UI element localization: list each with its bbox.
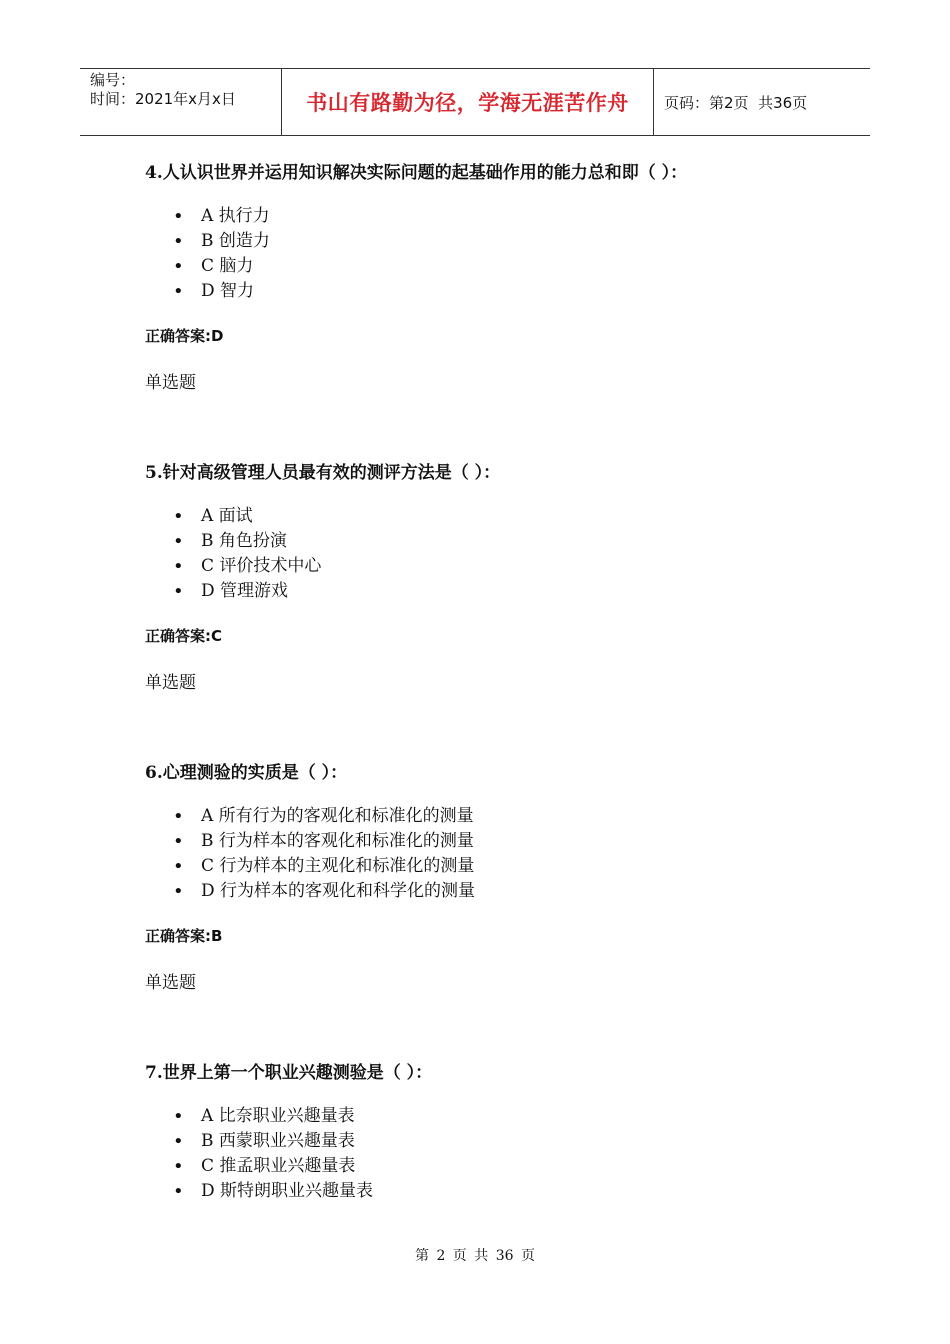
question-title: 5.针对高级管理人员最有效的测评方法是（ ）： — [145, 463, 501, 483]
question-title: 6.心理测验的实质是（ ）： — [145, 763, 348, 783]
question-title: 7.世界上第一个职业兴趣测验是（ ）： — [145, 1063, 433, 1083]
correct-answer: 正确答案:D — [145, 327, 224, 345]
question-type: 单选题 — [145, 673, 196, 693]
option-list — [145, 204, 845, 304]
question-type: 单选题 — [145, 973, 196, 993]
option-a: • A 面试 — [145, 504, 845, 529]
option-b: • B 行为样本的客观化和标准化的测量 — [145, 829, 845, 854]
question-4 — [145, 160, 845, 396]
header-page-info: 页码：第2页 共36页 — [664, 93, 808, 112]
option-c: • C 评价技术中心 — [145, 554, 845, 579]
option-a: • A 执行力 — [145, 204, 845, 229]
header-motto-cell — [282, 69, 654, 135]
option-a: • A 比奈职业兴趣量表 — [145, 1104, 845, 1129]
correct-answer: 正确答案:C — [145, 627, 223, 645]
header-page-cell — [654, 69, 870, 135]
option-d: • D 行为样本的客观化和科学化的测量 — [145, 879, 845, 904]
page-header — [80, 68, 870, 136]
option-d: • D 智力 — [145, 279, 845, 304]
option-list — [145, 504, 845, 604]
header-motto: 书山有路勤为径，学海无涯苦作舟 — [306, 91, 629, 115]
option-list — [145, 1104, 845, 1204]
page-footer: 第 2 页 共 36 页 — [415, 1248, 535, 1264]
option-c: • C 行为样本的主观化和标准化的测量 — [145, 854, 845, 879]
option-c: • C 推孟职业兴趣量表 — [145, 1154, 845, 1179]
option-d: • D 管理游戏 — [145, 579, 845, 604]
question-title: 4.人认识世界并运用知识解决实际问题的起基础作用的能力总和即（ ）： — [145, 163, 688, 183]
option-c: • C 脑力 — [145, 254, 845, 279]
header-meta — [80, 69, 282, 135]
option-a: • A 所有行为的客观化和标准化的测量 — [145, 804, 845, 829]
question-7 — [145, 1060, 845, 1204]
serial-label: 编号： — [90, 71, 136, 89]
question-5 — [145, 460, 845, 696]
question-list — [145, 160, 845, 1204]
option-list — [145, 804, 845, 904]
correct-answer: 正确答案:B — [145, 927, 223, 945]
question-6 — [145, 760, 845, 996]
question-type: 单选题 — [145, 373, 196, 393]
option-b: • B 创造力 — [145, 229, 845, 254]
option-d: • D 斯特朗职业兴趣量表 — [145, 1179, 845, 1204]
time-label: 时间：2021年x月x日 — [90, 90, 236, 108]
option-b: • B 西蒙职业兴趣量表 — [145, 1129, 845, 1154]
option-b: • B 角色扮演 — [145, 529, 845, 554]
